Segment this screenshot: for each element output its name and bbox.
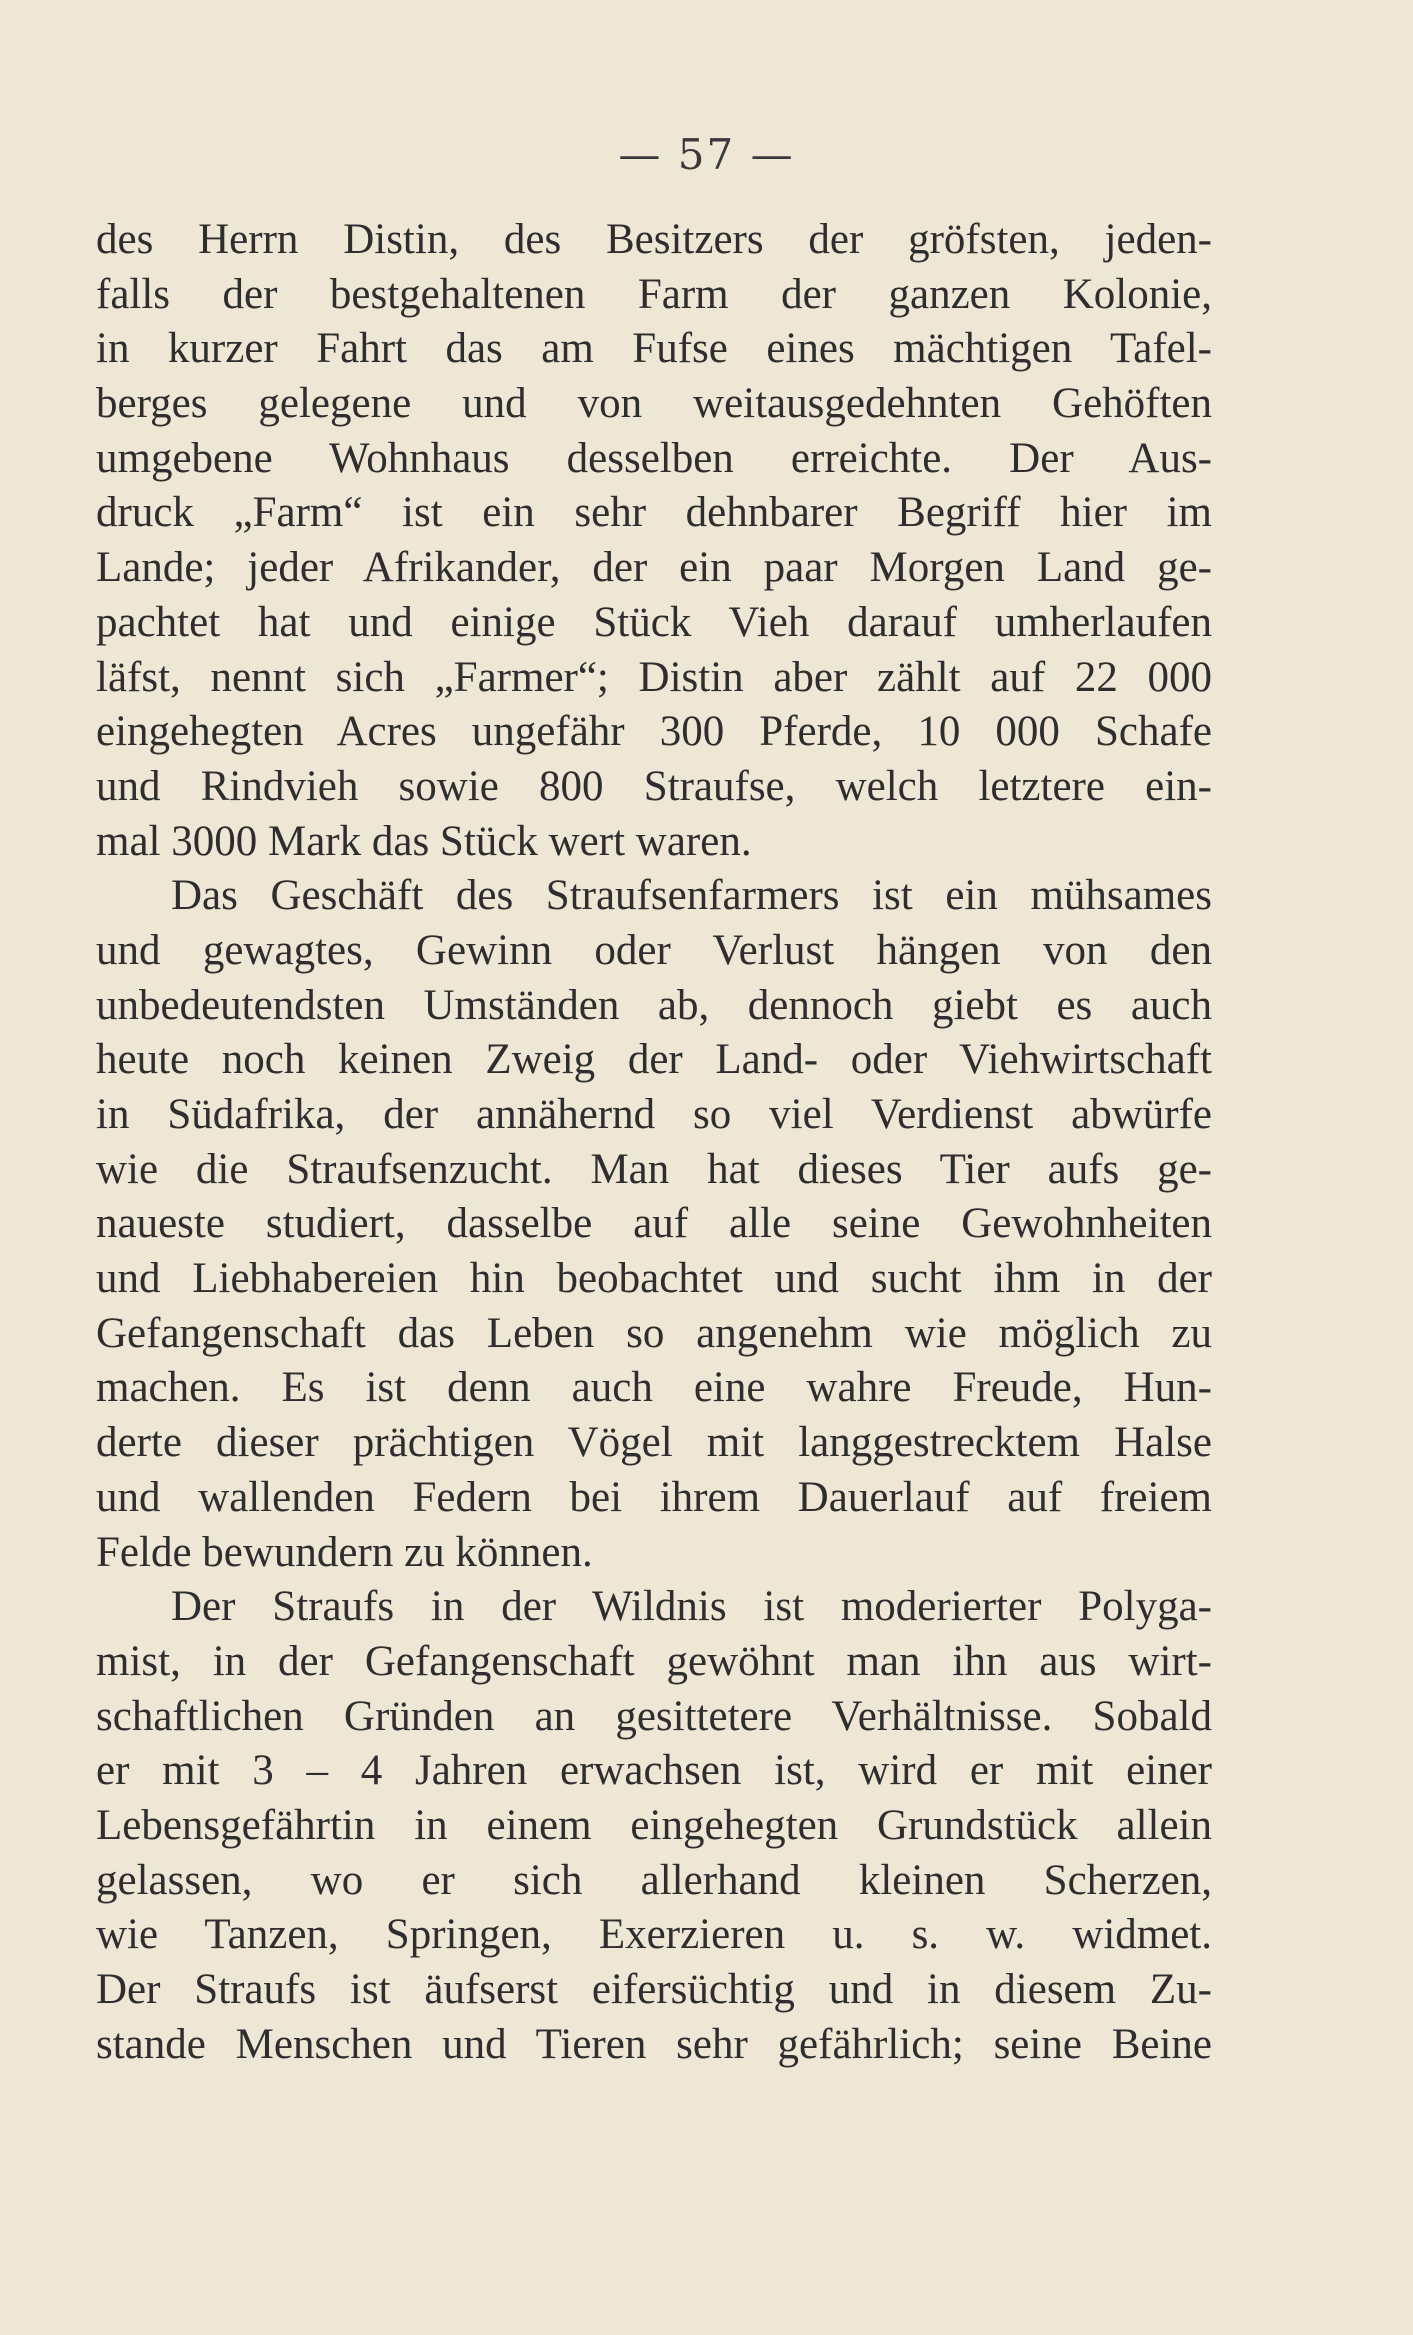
text-line: Gefangenschaft das Leben so angenehm wie möglich zu <box>96 1309 1212 1357</box>
text-line: er mit 3 – 4 Jahren erwachsen ist, wird er mit einer <box>96 1747 1212 1795</box>
page-number: — 57 — <box>618 130 795 179</box>
text-line: druck „Farm“ ist ein sehr dehnbarer Begriff hier im <box>96 489 1212 537</box>
text-line: eingehegten Acres ungefähr 300 Pferde, 10 000 Schafe <box>96 708 1212 756</box>
text-line: wie die Straufsenzucht. Man hat dieses Tier aufs ge- <box>96 1145 1212 1193</box>
text-line: in kurzer Fahrt das am Fufse eines mächtigen Tafel- <box>96 325 1212 373</box>
text-line: heute noch keinen Zweig der Land- oder Viehwirtschaft <box>96 1036 1212 1084</box>
text-line: gelassen, wo er sich allerhand kleinen Scherzen, <box>96 1856 1212 1904</box>
text-line: Das Geschäft des Straufsenfarmers ist ein mühsames <box>171 872 1212 920</box>
text-line: wie Tanzen, Springen, Exerzieren u. s. w. widmet. <box>96 1911 1212 1959</box>
text-line: pachtet hat und einige Stück Vieh darauf umherlaufen <box>96 598 1212 646</box>
text-line: Lebensgefährtin in einem eingehegten Grundstück allein <box>96 1801 1212 1849</box>
text-line: Der Straufs ist äufserst eifersüchtig und in diesem Zu- <box>96 1966 1212 2013</box>
text-line: und Rindvieh sowie 800 Straufse, welch letztere ein- <box>96 762 1212 810</box>
text-line: und Liebhabereien hin beobachtet und sucht ihm in der <box>96 1255 1212 1303</box>
text-line: des Herrn Distin, des Besitzers der gröfsten, jeden- <box>96 216 1212 263</box>
text-line: schaftlichen Gründen an gesittetere Verhältnisse. Sobald <box>96 1692 1212 1740</box>
text-line: derte dieser prächtigen Vögel mit langgestrecktem Halse <box>96 1419 1212 1467</box>
text-line: läfst, nennt sich „Farmer“; Distin aber zählt auf 22 000 <box>96 653 1212 701</box>
text-line: Felde bewundern zu können. <box>96 1528 593 1576</box>
text-line: mal 3000 Mark das Stück wert waren. <box>96 817 752 865</box>
text-line: mist, in der Gefangenschaft gewöhnt man ihn aus wirt- <box>96 1637 1212 1685</box>
paragraph-1 <box>96 213 1212 869</box>
text-line: berges gelegene und von weitausgedehnten Gehöften <box>96 380 1212 428</box>
text-line: Der Straufs in der Wildnis ist moderierter Polyga- <box>171 1583 1212 1631</box>
text-line: umgebene Wohnhaus desselben erreichte. Der Aus- <box>96 434 1212 482</box>
paragraph-2 <box>96 869 1212 1580</box>
paragraph-3 <box>96 1580 1212 2072</box>
text-line: Lande; jeder Afrikander, der ein paar Morgen Land ge- <box>96 544 1212 592</box>
text-line: naueste studiert, dasselbe auf alle seine Gewohnheiten <box>96 1200 1212 1248</box>
text-line: stande Menschen und Tieren sehr gefährlich; seine Beine <box>96 2020 1212 2068</box>
text-line: in Südafrika, der annähernd so viel Verdienst abwürfe <box>96 1091 1212 1138</box>
text-line: unbedeutendsten Umständen ab, dennoch giebt es auch <box>96 981 1212 1029</box>
body-text <box>96 213 1212 2072</box>
text-line: machen. Es ist denn auch eine wahre Freude, Hun- <box>96 1364 1212 1412</box>
text-line: falls der bestgehaltenen Farm der ganzen Kolonie, <box>96 270 1212 318</box>
text-line: und gewagtes, Gewinn oder Verlust hängen von den <box>96 926 1212 974</box>
text-line: und wallenden Federn bei ihrem Dauerlauf auf freiem <box>96 1473 1212 1521</box>
